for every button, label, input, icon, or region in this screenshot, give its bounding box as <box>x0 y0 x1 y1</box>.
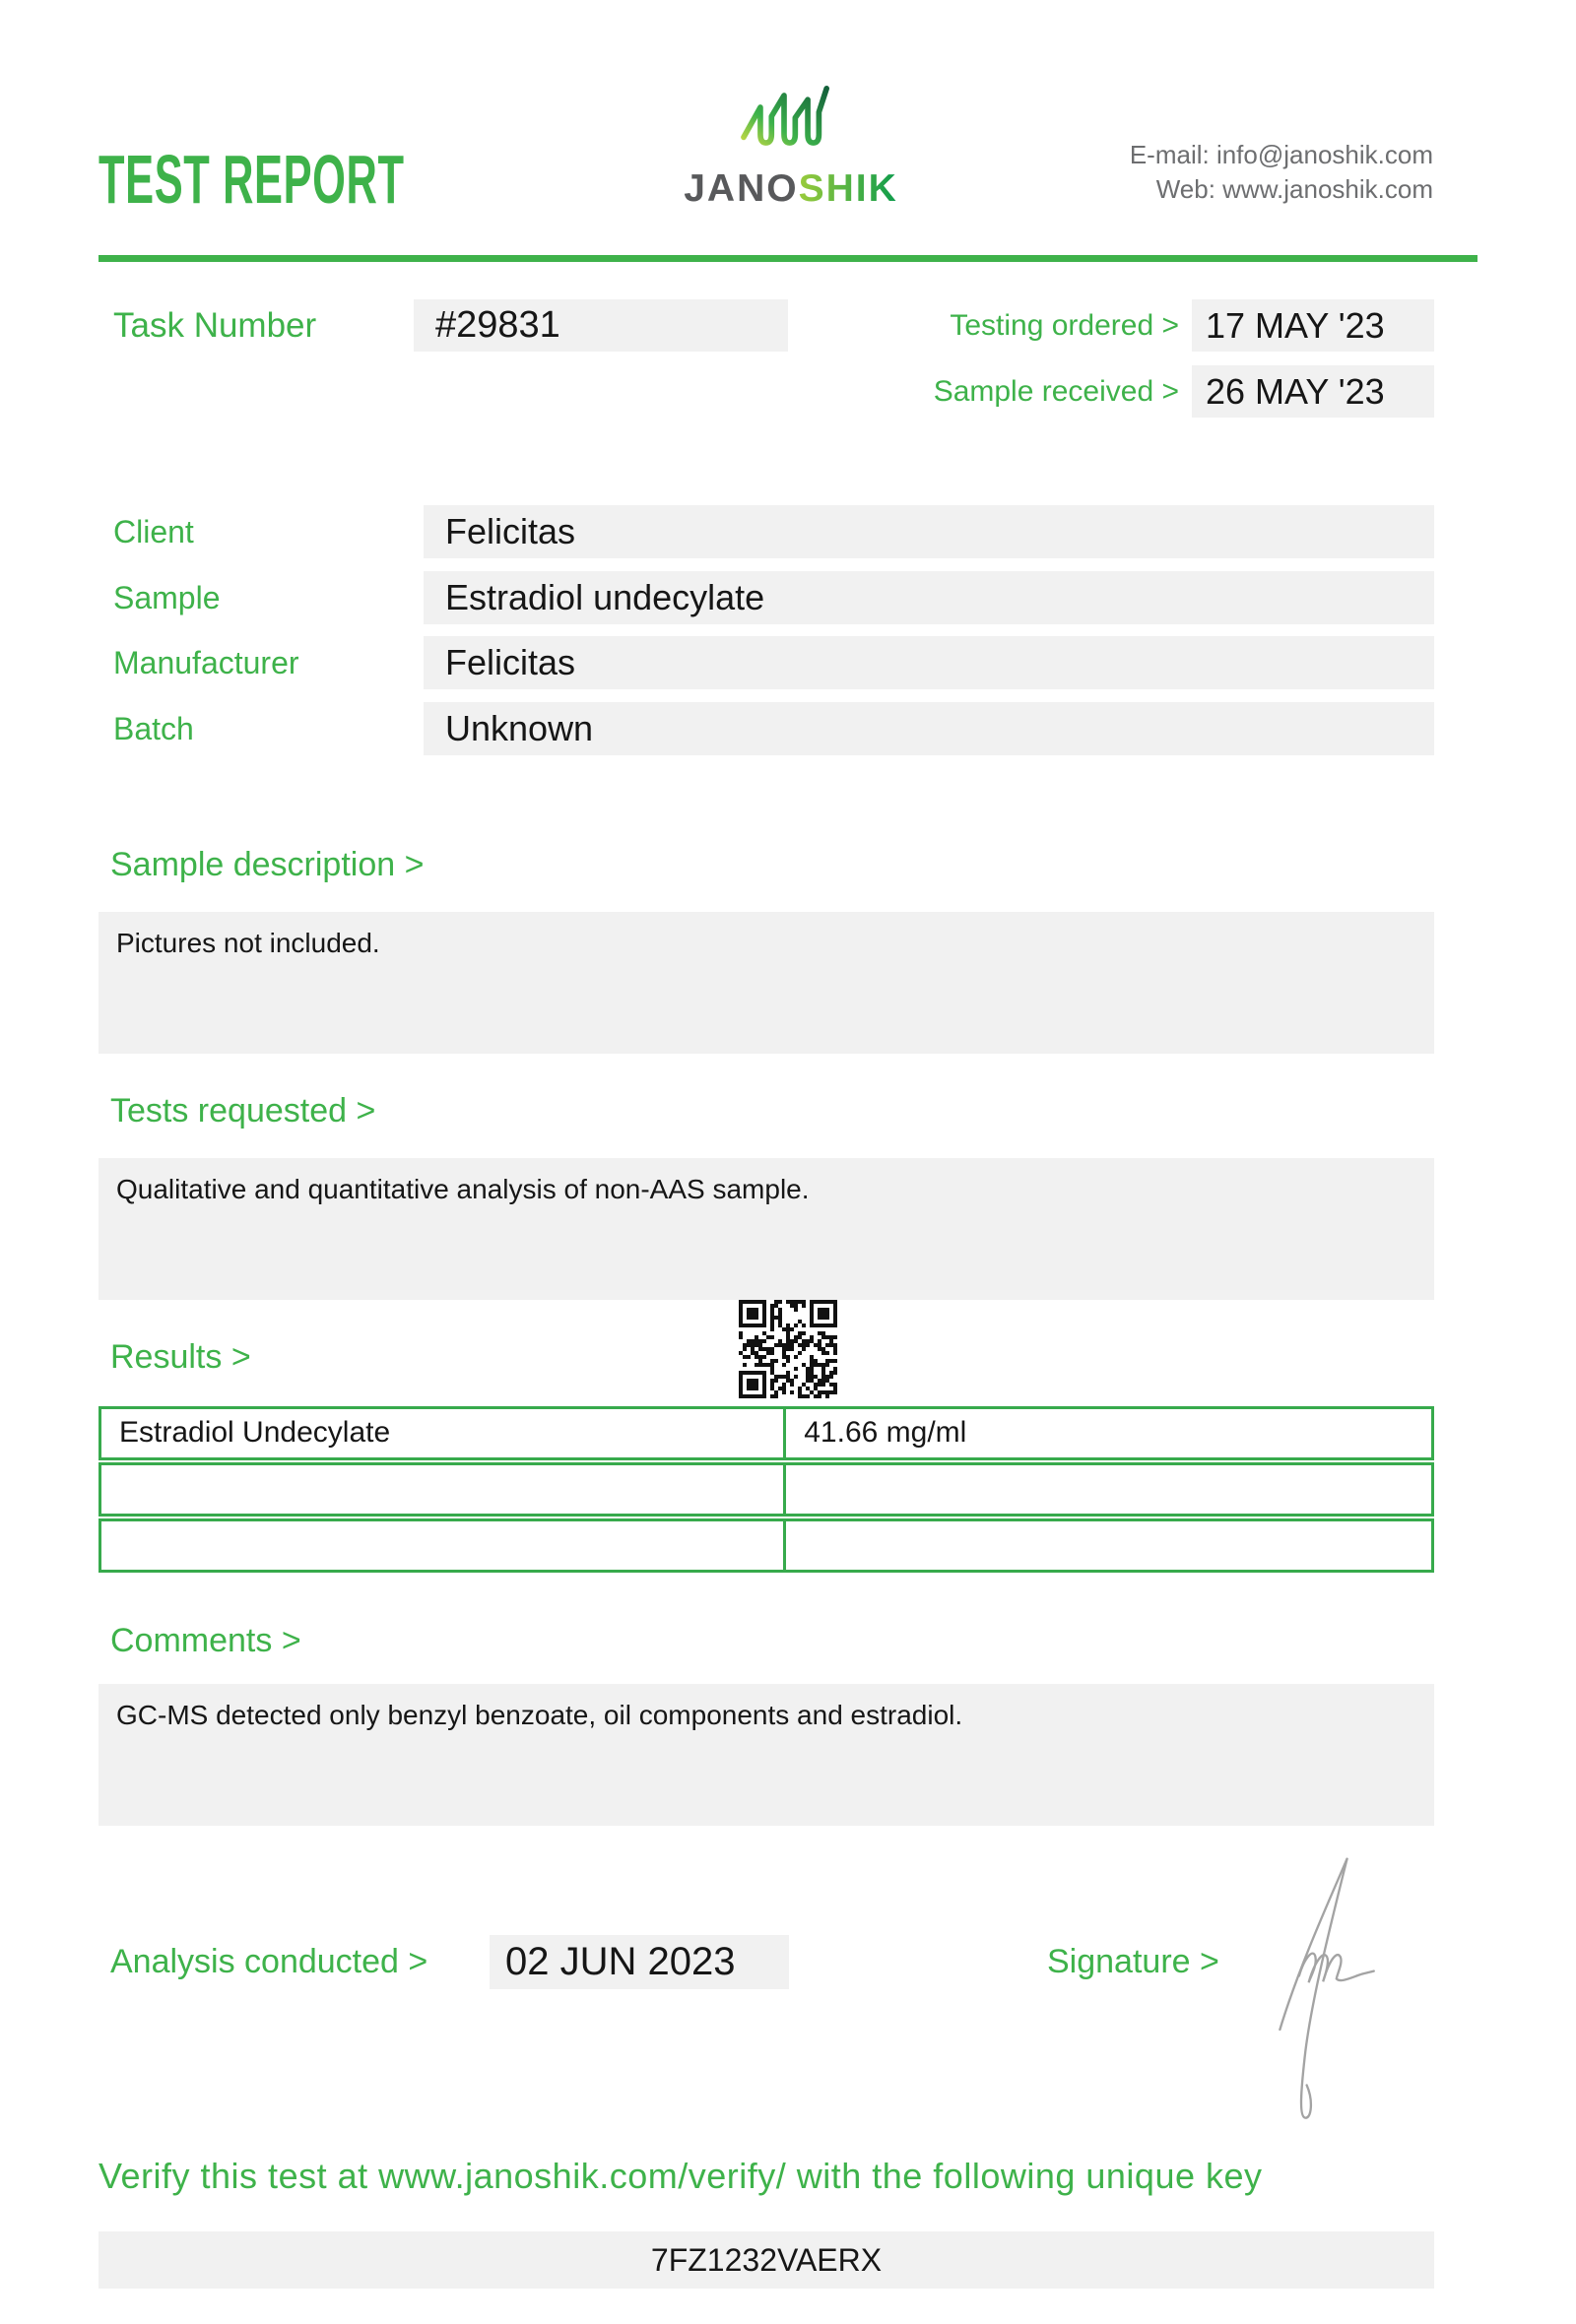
testing-ordered-value: 17 MAY '23 <box>1192 299 1434 352</box>
table-row <box>98 1518 1434 1573</box>
client-label: Client <box>113 514 194 549</box>
contact-email: E-mail: info@janoshik.com <box>1129 140 1433 169</box>
result-substance <box>101 1521 786 1570</box>
manufacturer-value: Felicitas <box>424 636 1434 689</box>
result-substance <box>101 1465 786 1514</box>
client-value: Felicitas <box>424 505 1434 558</box>
table-row <box>98 1462 1434 1517</box>
task-number-label: Task Number <box>113 306 317 345</box>
result-substance: Estradiol Undecylate <box>101 1409 786 1457</box>
qr-code <box>739 1300 837 1398</box>
batch-value: Unknown <box>424 702 1434 755</box>
comments-text: GC-MS detected only benzyl benzoate, oil components and estradiol. <box>116 1700 963 1730</box>
batch-label: Batch <box>113 711 194 746</box>
manufacturer-label: Manufacturer <box>113 645 299 680</box>
contact-web: Web: www.janoshik.com <box>1155 174 1433 204</box>
contact-block <box>1130 138 1433 207</box>
sample-label: Sample <box>113 580 221 615</box>
results-table <box>98 1406 1434 1575</box>
results-heading: Results > <box>110 1338 251 1376</box>
logo-text-shik: SHIK <box>798 167 898 210</box>
tests-requested-heading: Tests requested > <box>110 1092 376 1130</box>
testing-ordered-label: Testing ordered > <box>950 309 1179 342</box>
result-concentration <box>786 1521 1431 1570</box>
sample-description-box <box>98 912 1434 1054</box>
verify-instruction: Verify this test at www.janoshik.com/verify/ with the following unique key <box>98 2156 1263 2196</box>
sample-received-label: Sample received > <box>933 375 1179 408</box>
tests-requested-text: Qualitative and quantitative analysis of non-AAS sample. <box>116 1174 810 1204</box>
logo-text-jano: JANO <box>684 167 799 210</box>
sample-description-heading: Sample description > <box>110 846 425 883</box>
sample-received-value: 26 MAY '23 <box>1192 365 1434 418</box>
page-title: TEST REPORT <box>98 141 405 218</box>
result-concentration <box>786 1465 1431 1514</box>
header-divider <box>98 255 1478 262</box>
unique-key: 7FZ1232VAERX <box>98 2231 1434 2289</box>
result-concentration: 41.66 mg/ml <box>804 1416 967 1449</box>
task-number-value: #29831 <box>414 299 788 352</box>
comments-heading: Comments > <box>110 1622 301 1659</box>
analysis-conducted-label: Analysis conducted > <box>110 1943 428 1980</box>
signature-image <box>1271 1849 1389 2137</box>
comments-box <box>98 1684 1434 1826</box>
sample-description-text: Pictures not included. <box>116 928 380 958</box>
logo-chart-icon <box>739 75 829 163</box>
sample-value: Estradiol undecylate <box>424 571 1434 624</box>
tests-requested-box <box>98 1158 1434 1300</box>
analysis-conducted-date: 02 JUN 2023 <box>490 1935 789 1989</box>
table-row <box>98 1406 1434 1460</box>
signature-label: Signature > <box>1047 1943 1219 1980</box>
logo-wordmark <box>680 167 902 211</box>
